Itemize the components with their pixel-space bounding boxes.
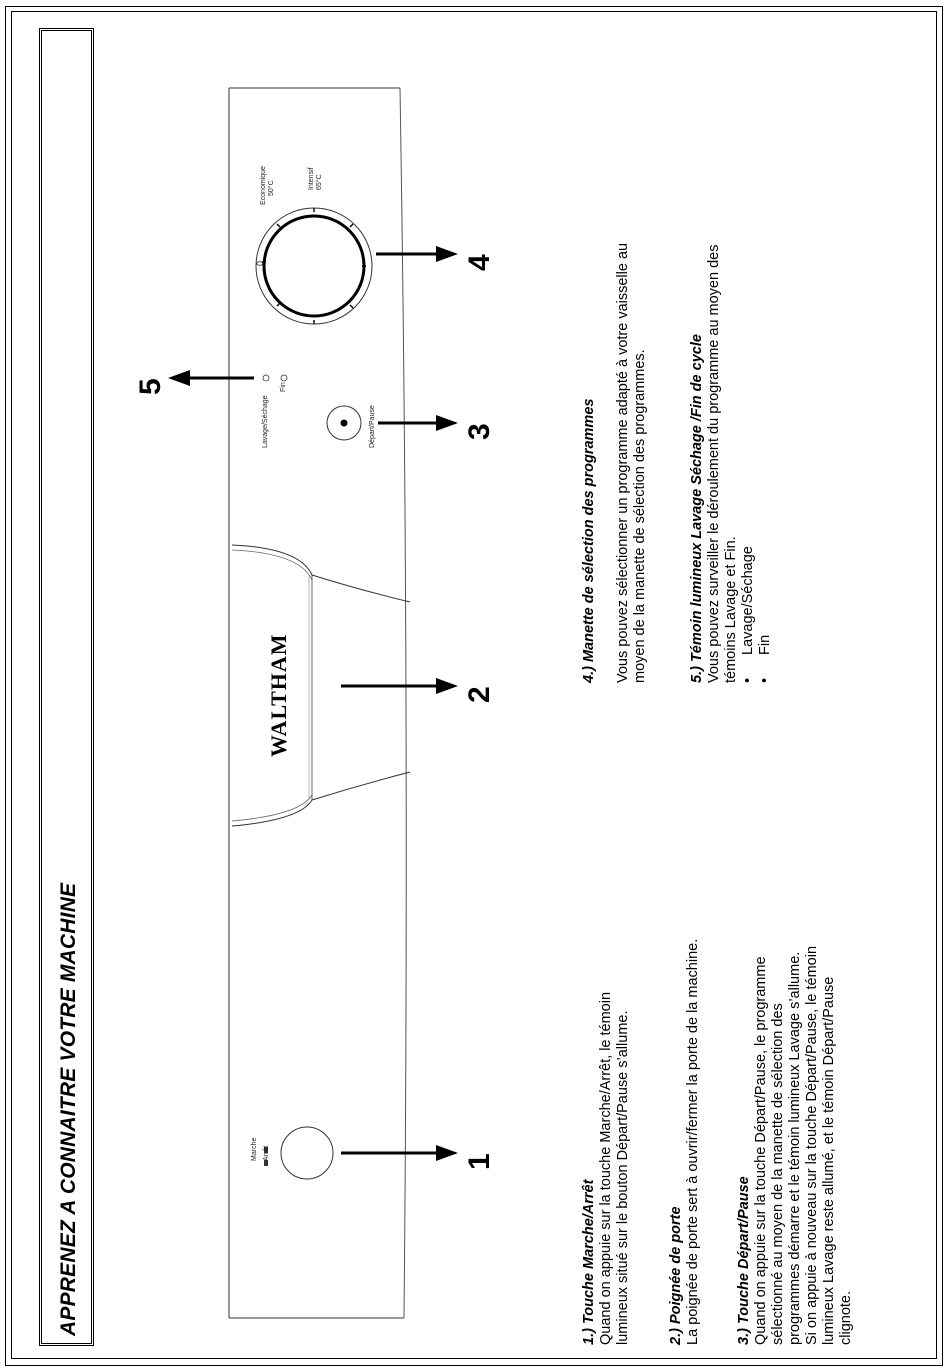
section-3-line: sélectionné au moyen de la manette de sélection des <box>770 1003 786 1345</box>
power-button-drawing <box>281 1127 333 1179</box>
bullet-icon: • <box>757 677 773 683</box>
power-on-label: Marche <box>251 1137 258 1161</box>
section-3-line: Quand on appuie sur la touche Départ/Pause, le programme <box>753 956 769 1345</box>
section-2-line: La poignée de porte sert à ouvrir/fermer la porte de la machine. <box>685 938 701 1345</box>
bullet-icon: • <box>740 677 756 683</box>
section-5-line: Vous pouvez surveiller le déroulement du programme au moyen des <box>706 244 722 683</box>
bullet-text: Fin <box>757 634 773 655</box>
dial-eco-label: Economique <box>260 166 267 205</box>
section-3 <box>736 946 855 1345</box>
section-3-heading: 3.) Touche Départ/Pause <box>736 1176 752 1345</box>
dial-zero-label: 0 <box>255 260 265 266</box>
section-5-line: témoins Lavage et Fin. <box>723 536 739 683</box>
brand-logo: WALTHAM <box>266 633 291 757</box>
section-5-heading: 5.) Témoin lumineux Lavage Séchage /Fin de cycle <box>689 334 705 683</box>
callout-3: 3 <box>463 423 496 440</box>
section-3-line: lumineux Lavage reste allumé, et le témoin Départ/Pause <box>821 976 837 1345</box>
wash-dry-label: Lavage/Séchage <box>262 395 269 448</box>
end-label: Fin <box>280 382 287 392</box>
section-3-line: Si on appuie à nouveau sur la touche Départ/Pause, le témoin <box>804 945 820 1345</box>
section-1-line: lumineux situé sur le bouton Départ/Pause s’allume. <box>615 1010 631 1345</box>
section-3-line: programmes démarre et le témoin lumineux Lavage s’allume. <box>787 951 803 1345</box>
list-item <box>740 245 757 683</box>
section-2-heading: 2.) Poignée de porte <box>668 1206 684 1345</box>
dial-intensive-label: Intensif <box>308 167 315 190</box>
section-4-line: moyen de la manette de sélection des programmes. <box>632 349 648 683</box>
callout-4: 4 <box>463 254 496 271</box>
section-5 <box>689 245 774 683</box>
section-4-heading: 4.) Manette de sélection des programmes <box>581 398 597 683</box>
section-1-heading: 1.) Touche Marche/Arrêt <box>581 1179 597 1345</box>
list-item <box>757 245 774 683</box>
page-title: APPRENEZ A CONNAITRE VOTRE MACHINE <box>57 882 80 1336</box>
callout-1: 1 <box>463 1153 496 1170</box>
power-off-label: Arrêt <box>263 1145 270 1161</box>
dial-intensive-temp: 65°C <box>316 174 323 190</box>
section-3-line: clignote. <box>838 1290 854 1345</box>
start-pause-label: Départ/Pause <box>369 405 376 448</box>
section-2 <box>668 939 702 1345</box>
bullet-text: Lavage/Séchage <box>740 546 756 655</box>
callout-2: 2 <box>463 686 496 703</box>
section-1 <box>581 992 632 1345</box>
callout-5: 5 <box>134 378 167 395</box>
dial-eco-temp: 50°C <box>268 180 275 196</box>
section-4 <box>581 243 649 683</box>
section-1-line: Quand on appuie sur la touche Marche/Arrêt, le témoin <box>598 991 614 1345</box>
section-4-line: Vous pouvez sélectionner un programme adapté à votre vaisselle au <box>615 242 631 683</box>
